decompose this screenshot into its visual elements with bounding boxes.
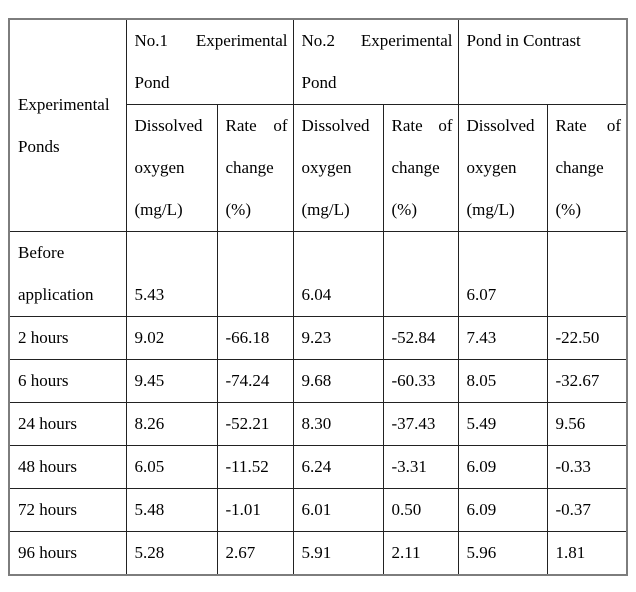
- cell-before-contrast-rate: [547, 232, 627, 317]
- sub-header-dissolved-oxygen-contrast: Dissolved oxygen (mg/L): [458, 105, 547, 232]
- group-header-no2-experimental-pond: No.2 Experimental Pond: [293, 19, 458, 105]
- cell-before-no2-rate: [383, 232, 458, 317]
- table-row-before-application: [9, 232, 627, 317]
- cell-48h-no2-dissolved: 6.24: [293, 446, 383, 489]
- cell-72h-no1-rate: -1.01: [217, 489, 293, 532]
- cell-6h-no1-dissolved: 9.45: [126, 360, 217, 403]
- row-label-72-hours: 72 hours: [9, 489, 126, 532]
- group-header-pond-in-contrast: Pond in Contrast: [458, 19, 627, 105]
- row-label-96-hours: 96 hours: [9, 532, 126, 576]
- row-label-48-hours: 48 hours: [9, 446, 126, 489]
- sub-header-dissolved-oxygen-no1: Dissolved oxygen (mg/L): [126, 105, 217, 232]
- cell-before-no1-rate: [217, 232, 293, 317]
- row-label-before-application: Before application: [9, 232, 126, 317]
- cell-72h-no2-rate: 0.50: [383, 489, 458, 532]
- cell-24h-no1-rate: -52.21: [217, 403, 293, 446]
- cell-2h-no2-dissolved: 9.23: [293, 317, 383, 360]
- cell-72h-contrast-dissolved: 6.09: [458, 489, 547, 532]
- row-label-6-hours: 6 hours: [9, 360, 126, 403]
- cell-48h-contrast-dissolved: 6.09: [458, 446, 547, 489]
- cell-2h-contrast-rate: -22.50: [547, 317, 627, 360]
- cell-72h-no2-dissolved: 6.01: [293, 489, 383, 532]
- sub-header-rate-of-change-contrast: Rate of change (%): [547, 105, 627, 232]
- cell-96h-no2-rate: 2.11: [383, 532, 458, 576]
- cell-2h-no1-rate: -66.18: [217, 317, 293, 360]
- cell-24h-contrast-dissolved: 5.49: [458, 403, 547, 446]
- cell-48h-contrast-rate: -0.33: [547, 446, 627, 489]
- cell-48h-no1-rate: -11.52: [217, 446, 293, 489]
- sub-header-dissolved-oxygen-no2: Dissolved oxygen (mg/L): [293, 105, 383, 232]
- table-row-group-header: [9, 19, 627, 105]
- cell-24h-no2-rate: -37.43: [383, 403, 458, 446]
- row-label-2-hours: 2 hours: [9, 317, 126, 360]
- cell-2h-no2-rate: -52.84: [383, 317, 458, 360]
- cell-96h-contrast-rate: 1.81: [547, 532, 627, 576]
- cell-24h-no2-dissolved: 8.30: [293, 403, 383, 446]
- cell-96h-no1-dissolved: 5.28: [126, 532, 217, 576]
- cell-before-contrast-dissolved: 6.07: [458, 232, 547, 317]
- row-label-24-hours: 24 hours: [9, 403, 126, 446]
- sub-header-rate-of-change-no1: Rate of change (%): [217, 105, 293, 232]
- cell-6h-contrast-rate: -32.67: [547, 360, 627, 403]
- table-row-48-hours: [9, 446, 627, 489]
- cell-96h-no2-dissolved: 5.91: [293, 532, 383, 576]
- cell-6h-contrast-dissolved: 8.05: [458, 360, 547, 403]
- cell-2h-contrast-dissolved: 7.43: [458, 317, 547, 360]
- cell-24h-no1-dissolved: 8.26: [126, 403, 217, 446]
- cell-before-no2-dissolved: 6.04: [293, 232, 383, 317]
- table-row-24-hours: [9, 403, 627, 446]
- cell-6h-no2-rate: -60.33: [383, 360, 458, 403]
- table-row-6-hours: [9, 360, 627, 403]
- cell-72h-contrast-rate: -0.37: [547, 489, 627, 532]
- cell-48h-no2-rate: -3.31: [383, 446, 458, 489]
- cell-72h-no1-dissolved: 5.48: [126, 489, 217, 532]
- corner-header-experimental-ponds: Experimental Ponds: [9, 19, 126, 232]
- cell-2h-no1-dissolved: 9.02: [126, 317, 217, 360]
- cell-6h-no2-dissolved: 9.68: [293, 360, 383, 403]
- table-row-72-hours: [9, 489, 627, 532]
- table-row-96-hours: [9, 532, 627, 576]
- cell-96h-contrast-dissolved: 5.96: [458, 532, 547, 576]
- cell-6h-no1-rate: -74.24: [217, 360, 293, 403]
- cell-before-no1-dissolved: 5.43: [126, 232, 217, 317]
- sub-header-rate-of-change-no2: Rate of change (%): [383, 105, 458, 232]
- dissolved-oxygen-table: [8, 18, 628, 576]
- table-row-2-hours: [9, 317, 627, 360]
- cell-24h-contrast-rate: 9.56: [547, 403, 627, 446]
- group-header-no1-experimental-pond: No.1 Experimental Pond: [126, 19, 293, 105]
- cell-48h-no1-dissolved: 6.05: [126, 446, 217, 489]
- cell-96h-no1-rate: 2.67: [217, 532, 293, 576]
